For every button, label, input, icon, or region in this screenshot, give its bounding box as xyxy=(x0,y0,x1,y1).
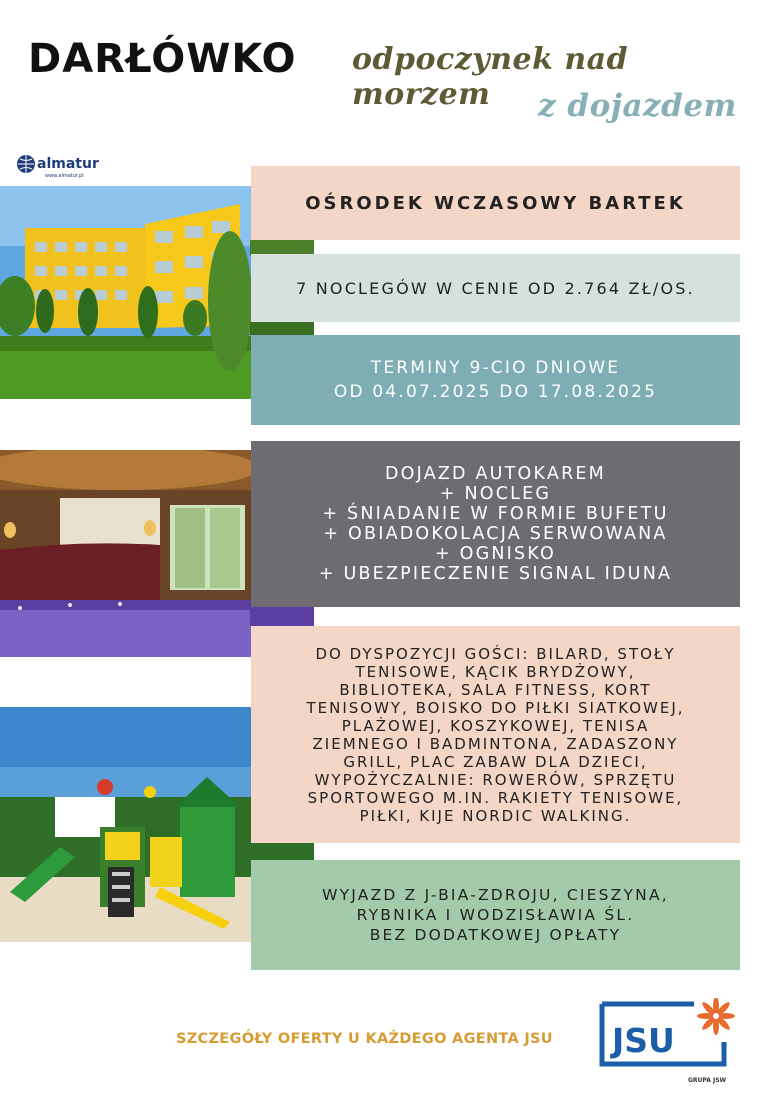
group-name: GRUPA JSW xyxy=(688,1077,727,1084)
page-title: DARŁÓWKO xyxy=(28,36,297,82)
almatur-url: www.almatur.pl xyxy=(45,173,84,179)
almatur-logo xyxy=(15,151,105,181)
photo-edge-strip xyxy=(250,843,314,860)
included-text: DOJAZD AUTOKAREM + NOCLEG + ŚNIADANIE W FORMIE BUFETU + OBIADOKOLACJA SERWOWANA + OGNISKO + UBEZPIECZENIE SIGNAL IDUNA xyxy=(318,464,673,584)
almatur-name: almatur xyxy=(37,156,99,172)
photo-edge-strip xyxy=(250,322,314,335)
dates-box xyxy=(251,335,740,425)
price-text: 7 NOCLEGÓW W CENIE OD 2.764 ZŁ/OS. xyxy=(296,278,695,298)
amenities-box xyxy=(251,626,740,843)
jsu-name: JSU xyxy=(612,1021,675,1060)
resort-name-box xyxy=(251,166,740,240)
dates-text: TERMINY 9-CIO DNIOWE OD 04.07.2025 DO 17.08.2025 xyxy=(333,358,658,402)
tagline-line2: z dojazdem xyxy=(538,88,737,124)
departure-text: WYJAZD Z J-BIA-ZDROJU, CIESZYNA, RYBNIKA I WODZISŁAWIA ŚL. BEZ DODATKOWEJ OPŁATY xyxy=(322,886,669,944)
amenities-text: DO DYSPOZYCJI GOŚCI: BILARD, STOŁY TENISOWE, KĄCIK BRYDŻOWY, BIBLIOTEKA, SALA FITNESS, KORT TENISOWY, BOISKO DO PIŁKI SIATKOWEJ, PLAŻOWEJ, KOSZYKOWEJ, TENISA ZIEMNEGO I BADMINTONA, ZADASZONY GRILL, PLAC ZABAW DLA DZIECI, WYPOŻYCZALNIE: ROWERÓW, SPRZĘTU SPORTOWEGO M.IN. RAKIETY TENISOWE, PIŁKI, KIJE NORDIC WALKING. xyxy=(306,644,685,825)
jsu-logo xyxy=(598,998,738,1088)
departure-box xyxy=(251,860,740,970)
price-box xyxy=(251,254,740,322)
photo-edge-strip xyxy=(250,607,314,626)
footer-note: SZCZEGÓŁY OFERTY U KAŻDEGO AGENTA JSU xyxy=(176,1031,553,1047)
resort-name: OŚRODEK WCZASOWY BARTEK xyxy=(305,192,686,214)
flower-icon xyxy=(697,998,735,1035)
reception-photo xyxy=(0,450,251,657)
included-box xyxy=(251,441,740,607)
playground-photo xyxy=(0,707,251,942)
tagline-line1: odpoczynek nad morzem xyxy=(352,42,629,112)
hotel-building-photo xyxy=(0,186,251,399)
